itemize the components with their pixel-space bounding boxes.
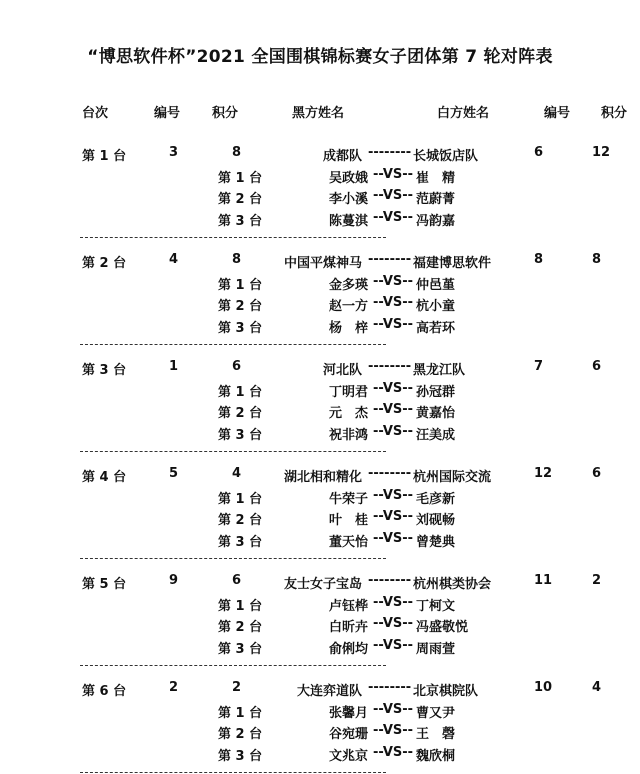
white-team-name: 杭州国际交流 — [413, 470, 492, 485]
player-vs: --VS-- — [373, 316, 414, 332]
header-num-white: 编号 — [544, 106, 571, 121]
match-table: 第 5 台 — [82, 577, 127, 592]
white-team-name: 杭州棋类协会 — [413, 577, 492, 592]
board-label: 第 1 台 — [218, 384, 263, 400]
match-table: 第 6 台 — [82, 684, 127, 699]
match-pts-black: 2 — [232, 680, 242, 695]
black-player: 祝非鸿 — [328, 427, 368, 443]
black-player: 张馨月 — [328, 705, 368, 721]
board-label: 第 3 台 — [218, 320, 263, 336]
black-team-name: 中国平煤神马 — [283, 256, 362, 271]
white-player: 刘砚畅 — [416, 513, 456, 528]
black-player: 文兆京 — [328, 748, 368, 764]
board-label: 第 2 台 — [218, 513, 263, 528]
black-player: 叶 桂 — [328, 513, 368, 528]
black-player: 陈蔓淇 — [328, 213, 368, 229]
board-label: 第 1 台 — [218, 598, 263, 614]
player-vs: --VS-- — [373, 209, 414, 225]
player-vs: --VS-- — [373, 723, 414, 738]
match-table: 第 4 台 — [82, 470, 127, 485]
match-pts-black: 8 — [232, 145, 242, 160]
team-vs-dashes: -------- — [368, 573, 412, 588]
black-player: 俞俐均 — [328, 641, 368, 657]
match-table: 第 3 台 — [82, 363, 127, 378]
match-num-black: 4 — [169, 252, 179, 267]
match-pts-white: 8 — [592, 252, 602, 267]
player-vs: --VS-- — [373, 637, 414, 653]
player-vs: --VS-- — [373, 594, 414, 610]
black-player: 元 杰 — [328, 406, 368, 421]
black-player: 金多瑛 — [328, 277, 368, 293]
board-label: 第 2 台 — [218, 299, 263, 314]
team-vs-dashes: -------- — [368, 252, 412, 267]
white-team-name: 福建博思软件 — [413, 256, 492, 271]
black-player: 丁明君 — [328, 384, 368, 400]
black-player: 董天怡 — [328, 534, 368, 550]
board-label: 第 2 台 — [218, 406, 263, 421]
white-player: 范蔚菁 — [416, 192, 456, 207]
black-player: 谷宛珊 — [328, 727, 368, 742]
player-vs: --VS-- — [373, 380, 414, 396]
white-player: 周雨萱 — [416, 641, 456, 657]
board-label: 第 2 台 — [218, 620, 263, 635]
black-player: 吴政娥 — [328, 170, 368, 186]
team-vs-dashes: -------- — [368, 680, 412, 695]
board-label: 第 1 台 — [218, 491, 263, 507]
match-separator — [80, 344, 386, 345]
white-player: 冯韵嘉 — [416, 213, 456, 229]
black-player: 杨 梓 — [328, 320, 368, 336]
black-team-name: 大连弈道队 — [296, 684, 362, 699]
black-team-name: 成都队 — [322, 149, 362, 164]
team-vs-dashes: -------- — [368, 145, 412, 160]
white-player: 黄嘉怡 — [416, 406, 456, 421]
player-vs: --VS-- — [373, 487, 414, 503]
white-player: 冯盛敬悦 — [416, 620, 469, 635]
match-num-black: 2 — [169, 680, 179, 695]
match-pts-black: 8 — [232, 252, 242, 267]
white-team-name: 黑龙江队 — [413, 363, 466, 378]
board-label: 第 3 台 — [218, 213, 263, 229]
match-table: 第 1 台 — [82, 149, 127, 164]
match-num-white: 6 — [534, 145, 544, 160]
match-num-black: 9 — [169, 573, 179, 588]
board-label: 第 1 台 — [218, 170, 263, 186]
match-num-white: 7 — [534, 359, 544, 374]
black-player: 卢钰桦 — [328, 598, 368, 614]
white-player: 曹又尹 — [416, 705, 456, 721]
player-vs: --VS-- — [373, 188, 414, 203]
match-num-white: 8 — [534, 252, 544, 267]
black-team-name: 湖北相和精化 — [283, 470, 362, 485]
white-player: 毛彦新 — [416, 491, 456, 507]
match-pts-white: 2 — [592, 573, 602, 588]
board-label: 第 1 台 — [218, 277, 263, 293]
white-team-name: 长城饭店队 — [413, 149, 479, 164]
white-player: 杭小童 — [416, 299, 456, 314]
match-separator — [80, 558, 386, 559]
player-vs: --VS-- — [373, 402, 414, 417]
player-vs: --VS-- — [373, 616, 414, 631]
match-num-black: 3 — [169, 145, 179, 160]
page-title: “博思软件杯”2021 全国围棋锦标赛女子团体第 7 轮对阵表 — [87, 47, 553, 67]
board-label: 第 3 台 — [218, 641, 263, 657]
black-team-name: 河北队 — [322, 363, 362, 378]
black-player: 牛荣子 — [328, 491, 368, 507]
header-num-black: 编号 — [154, 106, 181, 121]
white-team-name: 北京棋院队 — [413, 684, 479, 699]
black-player: 李小溪 — [328, 192, 368, 207]
white-player: 汪美成 — [416, 427, 456, 443]
match-pts-black: 4 — [232, 466, 242, 481]
match-separator — [80, 665, 386, 666]
match-pts-white: 6 — [592, 466, 602, 481]
player-vs: --VS-- — [373, 423, 414, 439]
white-player: 仲邑堇 — [416, 277, 456, 293]
match-num-black: 1 — [169, 359, 179, 374]
board-label: 第 3 台 — [218, 534, 263, 550]
match-pts-white: 4 — [592, 680, 602, 695]
match-pts-black: 6 — [232, 359, 242, 374]
white-player: 魏欣桐 — [416, 748, 456, 764]
player-vs: --VS-- — [373, 701, 414, 717]
header-white-name: 白方姓名 — [437, 106, 490, 121]
player-vs: --VS-- — [373, 273, 414, 289]
player-vs: --VS-- — [373, 530, 414, 546]
header-pts-black: 积分 — [212, 106, 239, 121]
match-separator — [80, 772, 386, 773]
black-player: 赵一方 — [328, 299, 368, 314]
white-player: 王 磬 — [416, 727, 456, 742]
player-vs: --VS-- — [373, 295, 414, 310]
white-player: 孙冠群 — [416, 384, 456, 400]
white-player: 高若环 — [416, 320, 456, 336]
match-pts-white: 12 — [592, 145, 611, 160]
match-num-white: 12 — [534, 466, 553, 481]
black-team-name: 友士女子宝岛 — [283, 577, 362, 592]
white-player: 崔 精 — [416, 170, 456, 186]
match-separator — [80, 237, 386, 238]
player-vs: --VS-- — [373, 744, 414, 760]
header-table: 台次 — [82, 106, 109, 121]
player-vs: --VS-- — [373, 509, 414, 524]
match-num-black: 5 — [169, 466, 179, 481]
black-player: 白昕卉 — [328, 620, 368, 635]
header-black-name: 黑方姓名 — [292, 106, 345, 121]
board-label: 第 2 台 — [218, 192, 263, 207]
match-pts-white: 6 — [592, 359, 602, 374]
white-player: 曾楚典 — [416, 534, 456, 550]
board-label: 第 3 台 — [218, 427, 263, 443]
match-table: 第 2 台 — [82, 256, 127, 271]
board-label: 第 3 台 — [218, 748, 263, 764]
board-label: 第 2 台 — [218, 727, 263, 742]
match-num-white: 10 — [534, 680, 553, 695]
team-vs-dashes: -------- — [368, 466, 412, 481]
board-label: 第 1 台 — [218, 705, 263, 721]
match-pts-black: 6 — [232, 573, 242, 588]
header-pts-white: 积分 — [601, 106, 628, 121]
white-player: 丁柯文 — [416, 598, 456, 614]
match-separator — [80, 451, 386, 452]
match-num-white: 11 — [534, 573, 553, 588]
team-vs-dashes: -------- — [368, 359, 412, 374]
player-vs: --VS-- — [373, 166, 414, 182]
